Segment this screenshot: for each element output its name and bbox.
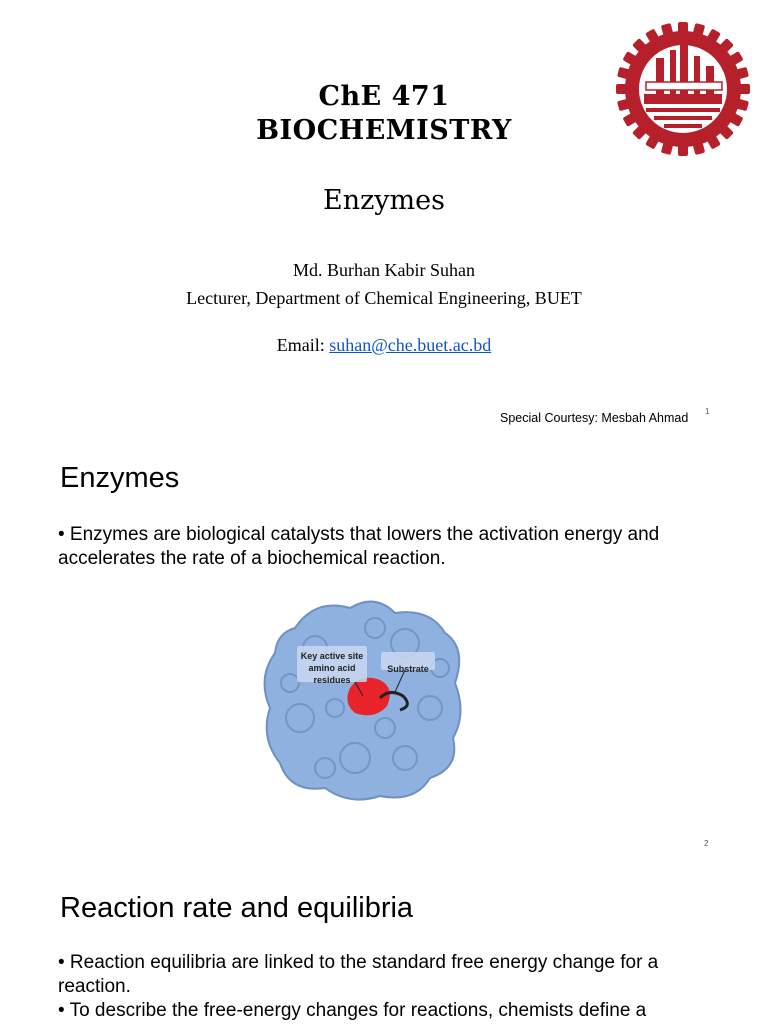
page-number: 2 xyxy=(704,839,709,848)
label-active-site: Key active site amino acid residues xyxy=(300,651,364,685)
bullet-point: • Enzymes are biological catalysts that lowers the activation energy and accelerates the rate of a biochemical reaction. xyxy=(58,524,660,569)
enzyme-structure-image xyxy=(255,588,470,806)
author-affiliation: Lecturer, Department of Chemical Engineering, BUET xyxy=(186,288,582,308)
page-number: 1 xyxy=(705,407,710,416)
course-name: BIOCHEMISTRY xyxy=(256,115,512,146)
courtesy-note: Special Courtesy: Mesbah Ahmad xyxy=(500,411,689,425)
university-logo xyxy=(616,22,750,156)
slide-reaction-rate xyxy=(0,867,768,1024)
author-name: Md. Burhan Kabir Suhan xyxy=(293,260,475,280)
slide-title: Reaction rate and equilibria xyxy=(60,892,414,924)
topic-title: Enzymes xyxy=(322,185,445,216)
bullet-point-2: • To describe the free-energy changes for reactions, chemists define a xyxy=(58,1000,647,1021)
author-block xyxy=(0,256,768,312)
course-code: ChE 471 xyxy=(318,81,450,112)
email-label: Email: xyxy=(276,335,325,355)
slide-enzymes xyxy=(0,448,768,866)
email-link[interactable]: suhan@che.buet.ac.bd xyxy=(329,335,492,355)
bullet-point-1: • Reaction equilibria are linked to the standard free energy change for a reaction. xyxy=(58,952,659,997)
email-line xyxy=(0,333,768,357)
slide-title: Enzymes xyxy=(60,462,180,494)
label-substrate: Substrate xyxy=(387,664,429,674)
title-slide xyxy=(0,0,768,447)
